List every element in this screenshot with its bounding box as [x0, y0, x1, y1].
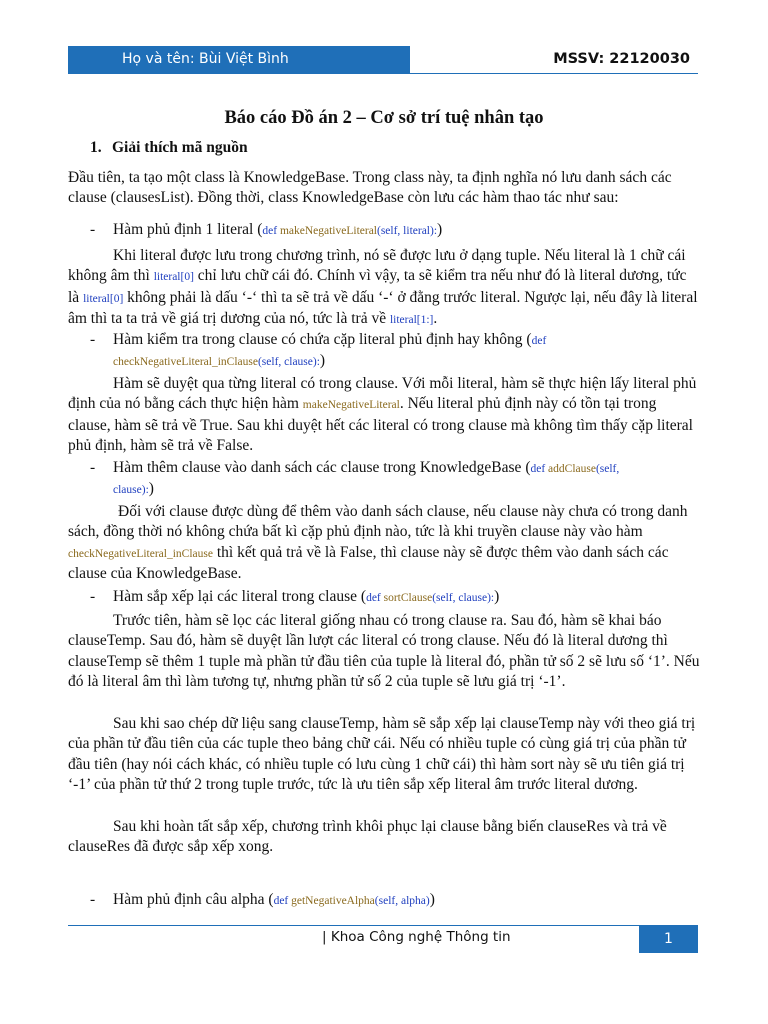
bullet-add-clause: - Hàm thêm clause vào danh sách các clause trong KnowledgeBase (def addClause(self, clause):) [90, 459, 620, 497]
code-signature: def sortClause(self, clause): [366, 592, 495, 604]
bullet-dash: - [90, 891, 96, 908]
page-number: 1 [639, 926, 698, 953]
code-inline: literal[0] [83, 292, 124, 305]
header-divider [68, 73, 698, 74]
page-header [68, 46, 698, 73]
code-signature: def getNegativeAlpha(self, alpha) [273, 895, 430, 907]
bullet-negative-alpha: - Hàm phủ định câu alpha (def getNegativeAlpha(self, alpha)) [90, 891, 435, 908]
code-inline: literal[1:] [389, 313, 434, 326]
bullet-sort-clause: - Hàm sắp xếp lại các literal trong clause (def sortClause(self, clause):) [90, 588, 500, 605]
code-inline: literal[0] [153, 271, 194, 284]
code-signature: def makeNegativeLiteral(self, literal): [262, 225, 438, 237]
paragraph-sort-result: Sau khi hoàn tất sắp xếp, chương trình khôi phục lại clause bằng biến clauseRes và trả về clauseRes đã được sắp xếp xong. [68, 818, 667, 856]
student-id: MSSV: 22120030 [553, 51, 690, 67]
section-heading [90, 139, 248, 157]
bullet-dash: - [90, 221, 96, 238]
document-title: Báo cáo Đồ án 2 – Cơ sở trí tuệ nhân tạo [224, 108, 544, 128]
footer-divider [68, 925, 698, 926]
bullet-dash: - [90, 459, 96, 476]
section-title: Giải thích mã nguồn [112, 139, 248, 156]
bullet-dash: - [90, 331, 96, 348]
paragraph-literal-storage: Khi literal được lưu trong chương trình, nó sẽ được lưu ở dạng tuple. Nếu literal là 1 chữ cái không âm thì literal[0] chỉ lưu chữ cái đó. Chính vì vậy, ta sẽ kiểm tra nếu như đó là literal dương, tức là literal[0] không phải là dấu ‘-‘ thì ta sẽ trả về dấu ‘-‘ ở đằng trước literal. Ngược lại, nếu đây là literal âm thì ta ta trả về giá trị dương của nó, tức là trả về literal[1:]. [68, 247, 698, 327]
paragraph-add-clause: Đối với clause được dùng để thêm vào danh sách clause, nếu clause này chưa có trong danh sách, đồng thời nó không chứa bất kì cặp phủ định nào, tức là khi truyền clause này vào hàm checkNegativeLiteral_inClause thì kết quả trả về là False, thì clause này sẽ được thêm vào danh sách các clause của KnowledgeBase. [68, 503, 688, 582]
code-inline: makeNegativeLiteral [302, 399, 400, 412]
code-signature: def addClause(self, clause): [113, 463, 620, 496]
bullet-make-negative-literal: - Hàm phủ định 1 literal (def makeNegativeLiteral(self, literal):) [90, 221, 443, 238]
bullet-label: Hàm phủ định 1 literal ( [113, 221, 263, 238]
paragraph-sort-filter: Trước tiên, hàm sẽ lọc các literal giống nhau có trong clause ra. Sau đó, hàm sẽ khai báo clauseTemp. Sau đó, hàm sẽ duyệt lần lượt các literal có trong clause. Nếu đó là literal dương thì clauseTemp sẽ thêm 1 tuple mà phần tử đầu tiên của tuple là literal đó, phần tử số 2 sẽ lưu số ‘1’. Nếu đó là literal âm thì làm tương tự, nhưng phần tử số 2 của tuple sẽ lưu giá trị ‘-1’. [68, 612, 700, 690]
bullet-label: Hàm phủ định câu alpha ( [113, 891, 274, 908]
paragraph-check-negative: Hàm sẽ duyệt qua từng literal có trong clause. Với mỗi literal, hàm sẽ thực hiện lấy literal phủ định của nó bằng cách thực hiện hàm makeNegativeLiteral. Nếu literal phủ định này có tồn tại trong clause, hàm sẽ trả về True. Sau khi duyệt hết các literal có trong clause mà không tìm thấy cặp literal phủ định, hàm sẽ trả về False. [68, 375, 697, 454]
code-inline: checkNegativeLiteral_inClause [68, 547, 213, 560]
paragraph-sort-order: Sau khi sao chép dữ liệu sang clauseTemp, hàm sẽ sắp xếp lại clauseTemp này với theo giá trị của phần tử đầu tiên của các tuple theo bảng chữ cái. Nếu có nhiều tuple có cùng giá trị của phần tử đầu tiên (hay nói cách khác, có nhiều tuple có lưu cùng 1 chữ cái) thì hàm sort này sẽ ưu tiên giá trị ‘-1’ của phần tử thứ 2 trong tuple trước, tức là ưu tiên sắp xếp literal âm trước literal dương. [68, 715, 696, 793]
bullet-label: Hàm kiểm tra trong clause có chứa cặp literal phủ định hay không ( [113, 331, 532, 348]
bullet-check-negative-literal: - Hàm kiểm tra trong clause có chứa cặp literal phủ định hay không (def checkNegativeLiteral_inClause(self, clause):) [90, 331, 547, 369]
bullet-label: Hàm sắp xếp lại các literal trong clause ( [113, 588, 367, 605]
student-name: Họ và tên: Bùi Việt Bình [68, 46, 410, 73]
code-signature: def checkNegativeLiteral_inClause(self, clause): [113, 335, 547, 368]
intro-paragraph: Đầu tiên, ta tạo một class là KnowledgeBase. Trong class này, ta định nghĩa nó lưu danh sách các clause (clausesList). Đồng thời, class KnowledgeBase còn lưu các hàm thao tác như sau: [68, 169, 672, 207]
section-number: 1. [90, 139, 102, 156]
bullet-dash: - [90, 588, 96, 605]
bullet-label: Hàm thêm clause vào danh sách các clause trong KnowledgeBase ( [113, 459, 531, 476]
footer-faculty: | Khoa Công nghệ Thông tin [322, 929, 511, 945]
